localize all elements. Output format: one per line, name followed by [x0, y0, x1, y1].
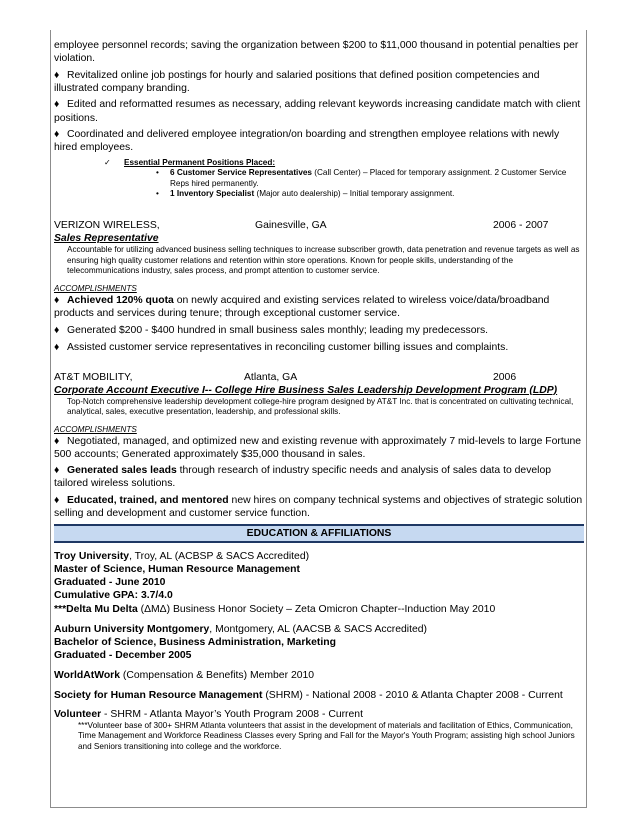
diamond-bullet-icon: ♦ — [54, 342, 60, 354]
diamond-bullet-icon: ♦ — [54, 69, 60, 81]
intro-bullet: ♦ Coordinated and delivered employee integration/on boarding and strengthen employee relations with newly hired employees. — [54, 129, 560, 154]
education-auburn-school: Auburn University Montgomery, Montgomery, AL (AACSB & SACS Accredited) — [54, 623, 428, 635]
intro-bullet: ♦ Revitalized online job postings for hourly and salaried positions that defined position competencies and illustrated company branding. — [54, 69, 540, 94]
dot-bullet-icon: • — [156, 168, 159, 178]
education-troy-degree: Master of Science, Human Resource Management — [54, 563, 300, 575]
job-title: Sales Representative — [54, 233, 159, 245]
company-name: AT&T MOBILITY, — [54, 371, 133, 383]
intro-continuation: employee personnel records; saving the organization between $200 to $11,000 thousand in potential penalties per violation. — [54, 40, 579, 65]
affiliation-worldatwork: WorldAtWork (Compensation & Benefits) Member 2010 — [54, 670, 315, 682]
education-auburn-graduated: Graduated - December 2005 — [54, 650, 192, 662]
check-icon: ✓ — [104, 157, 111, 167]
job-location: Gainesville, GA — [255, 220, 327, 232]
placed-position-item: • 1 Inventory Specialist (Major auto dealership) – Initial temporary assignment. — [156, 189, 455, 199]
job-location: Atlanta, GA — [244, 371, 298, 383]
accomplishments-label: ACCOMPLISHMENTS — [54, 283, 137, 293]
education-troy-graduated: Graduated - June 2010 — [54, 577, 166, 589]
affiliation-volunteer: Volunteer - SHRM - Atlanta Mayor’s Youth Program 2008 - Current — [54, 708, 363, 720]
placed-position-item: • 6 Customer Service Representatives (Call Center) – Placed for temporary assignment. 2 Customer Service Reps hired permanently. — [156, 168, 567, 188]
section-heading-education: EDUCATION & AFFILIATIONS — [54, 524, 584, 543]
job-description: Top-Notch comprehensive leadership development college-hire program designed by AT&T Inc. that is concentrated on cultivating technical, analytical, sales, executive presentation, leadership, and professional skills. — [67, 396, 574, 417]
job-header-att — [54, 371, 584, 384]
education-auburn-degree: Bachelor of Science, Business Administration, Marketing — [54, 636, 336, 648]
job-dates: 2006 — [493, 371, 517, 383]
diamond-bullet-icon: ♦ — [54, 129, 60, 141]
intro-bullet: ♦ Edited and reformatted resumes as necessary, adding relevant keywords increasing candidate match with client positions. — [54, 99, 581, 124]
education-troy-honor: ***Delta Mu Delta (ΔΜΔ) Business Honor Society – Zeta Omicron Chapter--Induction May 2010 — [54, 603, 496, 615]
job-title: Corporate Account Executive I-- College Hire Business Sales Leadership Development Program (LDP) — [54, 384, 558, 396]
accomplishment-item: ♦ Educated, trained, and mentored new hires on company technical systems and objectives of strategic solution selling and development and customer service function. — [54, 494, 583, 520]
accomplishment-item: ♦ Assisted customer service representatives in reconciling customer billing issues and complaints. — [54, 342, 509, 354]
education-troy-school: Troy University, Troy, AL (ACBSP & SACS Accredited) — [54, 550, 310, 562]
diamond-bullet-icon: ♦ — [54, 494, 60, 506]
accomplishment-item: ♦ Negotiated, managed, and optimized new and existing revenue with approximately 7 mid-levels to large Fortune 500 accounts; Generated approximately $35,000 thousand in sales. — [54, 435, 582, 460]
page-border-left — [50, 30, 51, 808]
page-border-right — [586, 30, 587, 808]
job-dates: 2006 - 2007 — [493, 220, 549, 232]
job-description: Accountable for utilizing advanced business selling techniques to increase subscriber growth, data penetration and revenue targets as well as ensuring high quality customer relations and retention within store operations. Known for people skills, understanding of the telecommunications industry, sales process, and prompt attention to customer service. — [67, 245, 580, 276]
dot-bullet-icon: • — [156, 189, 159, 199]
diamond-bullet-icon: ♦ — [54, 294, 60, 306]
accomplishment-item: ♦ Achieved 120% quota on newly acquired and existing services related to wireless voice/data/broadband products and services during tenure; through exceptional customer service. — [54, 294, 550, 319]
company-name: VERIZON WIRELESS, — [54, 220, 160, 232]
accomplishment-item: ♦ Generated sales leads through research of industry specific needs and analysis of sales data to develop tailored wireless solutions. — [54, 465, 552, 490]
diamond-bullet-icon: ♦ — [54, 325, 60, 337]
diamond-bullet-icon: ♦ — [54, 435, 60, 447]
accomplishments-label: ACCOMPLISHMENTS — [54, 424, 137, 434]
diamond-bullet-icon: ♦ — [54, 465, 60, 477]
volunteer-description: ***Volunteer base of 300+ SHRM Atlanta volunteers that assist in the development of materials and facilitation of Ethics, Communication, Time Management and Workforce Readiness Classes every Spring and Fall for the Mayor's Youth Program; assisting high school Juniors and Seniors transitioning into college and the workforce. — [78, 720, 575, 751]
resume-content — [54, 39, 584, 752]
education-troy-gpa: Cumulative GPA: 3.7/4.0 — [54, 590, 173, 602]
job-header-verizon — [54, 219, 584, 232]
affiliation-shrm: Society for Human Resource Management (SHRM) - National 2008 - 2010 & Atlanta Chapter 2008 - Current — [54, 689, 563, 701]
page-border-bottom — [50, 807, 587, 808]
accomplishment-item: ♦ Generated $200 - $400 hundred in small business sales monthly; leading my predecessors. — [54, 325, 489, 337]
diamond-bullet-icon: ♦ — [54, 99, 60, 111]
placed-positions-heading: ✓ Essential Permanent Positions Placed: — [104, 157, 276, 167]
